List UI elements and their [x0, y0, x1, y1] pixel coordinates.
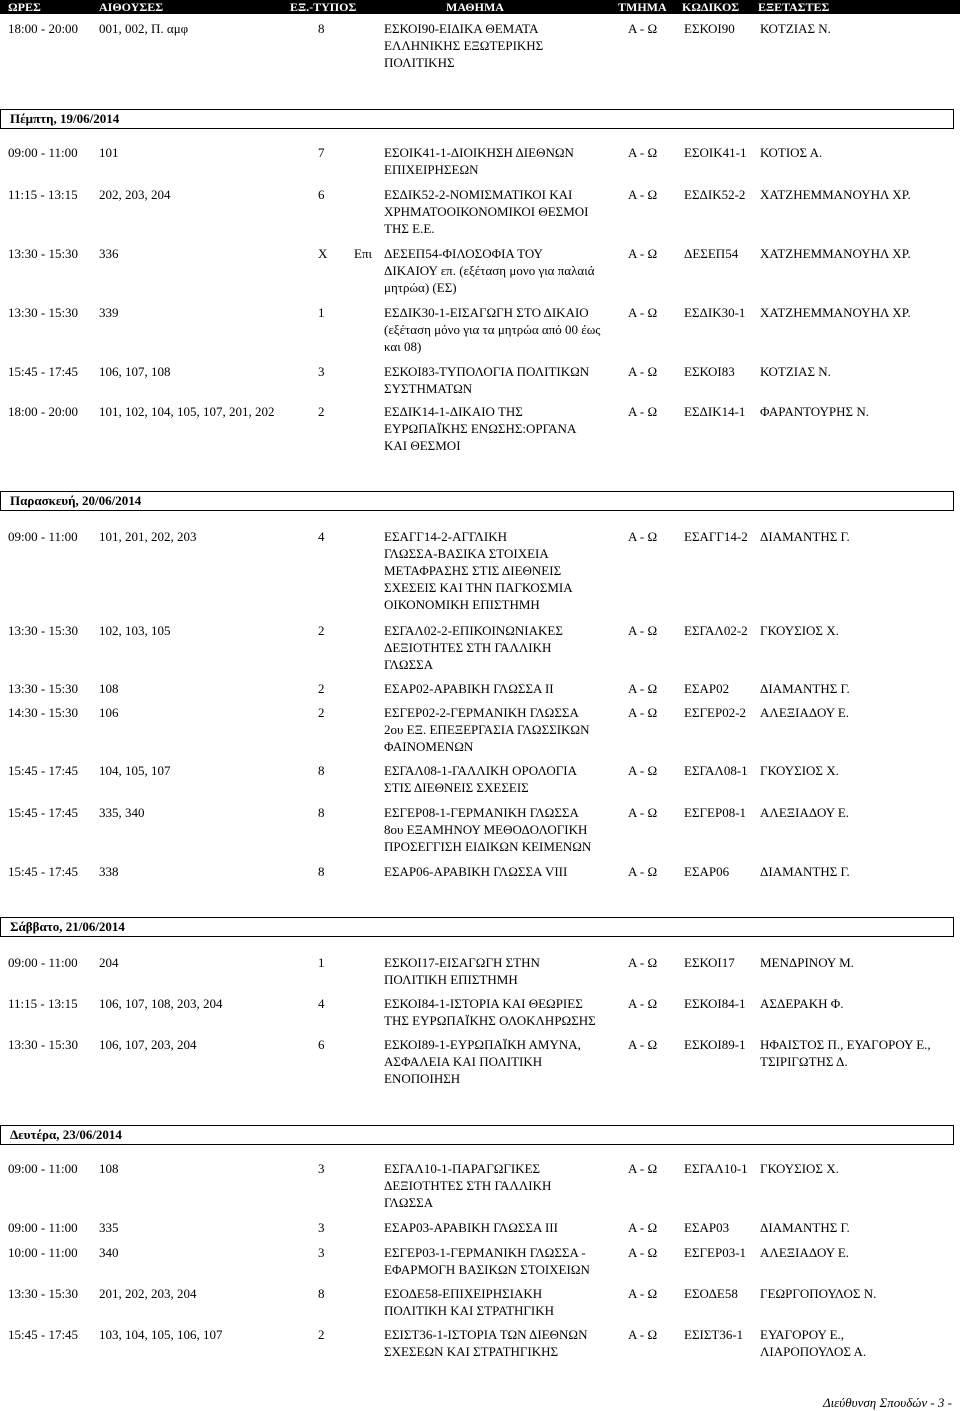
exam-rooms: 101, 102, 104, 105, 107, 201, 202 — [99, 404, 275, 419]
course-title-line: ΕΥΡΩΠΑΪΚΗΣ ΕΝΩΣΗΣ:ΟΡΓΑΝΑ — [384, 421, 577, 436]
exam-semester: 7 — [318, 145, 325, 160]
course-title — [384, 704, 624, 755]
header-time: ΩΡΕΣ — [8, 0, 41, 14]
course-title-line: ΕΣΓΕΡ03-1-ΓΕΡΜΑΝΙΚΗ ΓΛΩΣΣΑ - — [384, 1245, 586, 1260]
exam-semester: 2 — [318, 681, 325, 696]
exam-semester: 2 — [318, 705, 325, 720]
course-title-line: μητρώα) (ΕΣ) — [384, 280, 457, 295]
course-code: ΕΣΑΡ03 — [684, 1220, 730, 1235]
examiners — [760, 622, 955, 639]
course-code: ΕΣΓΑΛ08-1 — [684, 763, 748, 778]
course-title-line: ΕΣΟΙΚ41-1-ΔΙΟΙΚΗΣΗ ΔΙΕΘΝΩΝ — [384, 145, 574, 160]
exam-time: 15:45 - 17:45 — [8, 805, 79, 820]
course-title-line: και 08) — [384, 339, 422, 354]
examiner-line: ΓΚΟΥΣΙΟΣ Χ. — [760, 1161, 839, 1176]
section: Α - Ω — [628, 404, 658, 419]
course-title-line: ΕΣΓΕΡ02-2-ΓΕΡΜΑΝΙΚΗ ΓΛΩΣΣΑ — [384, 705, 579, 720]
course-title-line: ΕΣΚΟΙ17-ΕΙΣΑΓΩΓΗ ΣΤΗΝ — [384, 955, 540, 970]
examiner-line: ΑΛΕΞΙΑΔΟΥ Ε. — [760, 1245, 850, 1260]
course-title-line: ΧΡΗΜΑΤΟΟΙΚΟΝΟΜΙΚΟΙ ΘΕΣΜΟΙ — [384, 204, 589, 219]
course-title-line: ΣΤΙΣ ΔΙΕΘΝΕΙΣ ΣΧΕΣΕΙΣ — [384, 780, 529, 795]
exam-type: Επι — [354, 246, 373, 261]
exam-rooms: 101, 201, 202, 203 — [99, 529, 197, 544]
exam-rooms: 001, 002, Π. αμφ — [99, 21, 189, 36]
section: Α - Ω — [628, 1327, 658, 1342]
exam-time: 18:00 - 20:00 — [8, 21, 79, 36]
examiners — [760, 762, 955, 779]
course-title — [384, 1285, 624, 1319]
course-title-line: ΔΙΚΑΙΟΥ επ. (εξέταση μονο για παλαιά — [384, 263, 595, 278]
section: Α - Ω — [628, 1220, 658, 1235]
course-title-line: ΕΣΔΙΚ30-1-ΕΙΣΑΓΩΓΗ ΣΤΟ ΔΙΚΑΙΟ — [384, 305, 589, 320]
exam-time: 13:30 - 15:30 — [8, 1037, 79, 1052]
examiners — [760, 528, 955, 545]
exam-semester: 6 — [318, 1037, 325, 1052]
section: Α - Ω — [628, 187, 658, 202]
exam-rooms: 204 — [99, 955, 119, 970]
course-code: ΕΣΚΟΙ89-1 — [684, 1037, 746, 1052]
examiner-line: ΕΥΑΓΟΡΟΥ Ε., — [760, 1327, 845, 1342]
exam-rooms: 101 — [99, 145, 119, 160]
course-title-line: ΣΥΣΤΗΜΑΤΩΝ — [384, 381, 473, 396]
exam-rooms: 338 — [99, 864, 119, 879]
examiners — [760, 804, 955, 821]
course-code: ΕΣΑΡ02 — [684, 681, 730, 696]
course-code: ΕΣΑΡ06 — [684, 864, 730, 879]
exam-semester: 4 — [318, 996, 325, 1011]
examiners — [760, 245, 955, 262]
examiner-line: ΛΙΑΡΟΠΟΥΛΟΣ Α. — [760, 1344, 867, 1359]
examiner-line: ΓΕΩΡΓΟΠΟΥΛΟΣ Ν. — [760, 1286, 877, 1301]
exam-time: 15:45 - 17:45 — [8, 763, 79, 778]
exam-time: 13:30 - 15:30 — [8, 1286, 79, 1301]
course-title — [384, 622, 624, 673]
section: Α - Ω — [628, 705, 658, 720]
course-title — [384, 680, 624, 697]
exam-rooms: 106, 107, 203, 204 — [99, 1037, 197, 1052]
course-title — [384, 528, 624, 613]
examiners — [760, 1160, 955, 1177]
course-title-line: ΓΛΩΣΣΑ — [384, 657, 434, 672]
exam-time: 09:00 - 11:00 — [8, 1161, 78, 1176]
exam-semester: 8 — [318, 1286, 325, 1301]
course-title-line: ΕΣΓΑΛ10-1-ΠΑΡΑΓΩΓΙΚΕΣ — [384, 1161, 541, 1176]
examiner-line: ΤΣΙΡΙΓΩΤΗΣ Δ. — [760, 1054, 848, 1069]
exam-time: 13:30 - 15:30 — [8, 305, 79, 320]
course-code: ΕΣΚΟΙ84-1 — [684, 996, 746, 1011]
course-title — [384, 1219, 624, 1236]
examiners — [760, 995, 955, 1012]
course-title-line: ΠΟΛΙΤΙΚΗ ΕΠΙΣΤΗΜΗ — [384, 972, 518, 987]
course-title-line: ΕΣΑΡ02-ΑΡΑΒΙΚΗ ΓΛΩΣΣΑ ΙΙ — [384, 681, 554, 696]
exam-time: 13:30 - 15:30 — [8, 623, 79, 638]
examiners — [760, 680, 955, 697]
header-course: ΜΑΘΗΜΑ — [446, 0, 504, 14]
examiners — [760, 1244, 955, 1261]
course-title — [384, 1326, 624, 1360]
exam-semester: 1 — [318, 305, 325, 320]
course-title-line: ΕΣΑΡ06-ΑΡΑΒΙΚΗ ΓΛΩΣΣΑ VIII — [384, 864, 568, 879]
day-header — [0, 917, 954, 937]
examiners — [760, 1326, 955, 1360]
course-title-line: ΠΡΟΣΕΓΓΙΣΗ ΕΙΔΙΚΩΝ ΚΕΙΜΕΝΩΝ — [384, 839, 592, 854]
exam-semester: 3 — [318, 1245, 325, 1260]
course-title-line: (εξέταση μόνο για τα μητρώα από 00 έως — [384, 322, 601, 337]
course-title-line: ΦΑΙΝΟΜΕΝΩΝ — [384, 739, 474, 754]
examiner-line: ΑΛΕΞΙΑΔΟΥ Ε. — [760, 805, 850, 820]
course-title-line: ΣΧΕΣΕΩΝ ΚΑΙ ΣΤΡΑΤΗΓΙΚΗΣ — [384, 1344, 559, 1359]
course-title-line: ΠΟΛΙΤΙΚΗΣ — [384, 55, 455, 70]
course-title — [384, 144, 624, 178]
exam-rooms: 106, 107, 108 — [99, 364, 171, 379]
day-title: Σάββατο, 21/06/2014 — [10, 919, 125, 934]
examiners — [760, 20, 955, 37]
course-title-line: ΔΕΞΙΟΤΗΤΕΣ ΣΤΗ ΓΑΛΛΙΚΗ — [384, 640, 552, 655]
exam-semester: 3 — [318, 1220, 325, 1235]
course-title-line: ΜΕΤΑΦΡΑΣΗΣ ΣΤΙΣ ΔΙΕΘΝΕΙΣ — [384, 563, 562, 578]
section: Α - Ω — [628, 246, 658, 261]
examiners — [760, 363, 955, 380]
exam-time: 09:00 - 11:00 — [8, 529, 78, 544]
examiner-line: ΚΟΤΙΟΣ Α. — [760, 145, 823, 160]
exam-time: 09:00 - 11:00 — [8, 955, 78, 970]
day-header — [0, 491, 954, 511]
column-header-bar — [0, 0, 960, 14]
exam-semester: 3 — [318, 1161, 325, 1176]
section: Α - Ω — [628, 1286, 658, 1301]
section: Α - Ω — [628, 763, 658, 778]
course-title — [384, 245, 624, 296]
course-title-line: ΕΣΚΟΙ89-1-ΕΥΡΩΠΑΪΚΗ ΑΜΥΝΑ, — [384, 1037, 581, 1052]
exam-semester: 3 — [318, 364, 325, 379]
course-title — [384, 403, 624, 454]
exam-rooms: 335 — [99, 1220, 119, 1235]
exam-rooms: 336 — [99, 246, 119, 261]
course-title — [384, 20, 624, 71]
course-title — [384, 1244, 624, 1278]
exam-rooms: 108 — [99, 1161, 119, 1176]
course-title-line: ΕΣΚΟΙ90-ΕΙΔΙΚΑ ΘΕΜΑΤΑ — [384, 21, 539, 36]
course-code: ΕΣΙΣΤ36-1 — [684, 1327, 744, 1342]
course-title-line: ΕΝΟΠΟΙΗΣΗ — [384, 1071, 461, 1086]
exam-semester: 2 — [318, 1327, 325, 1342]
exam-rooms: 104, 105, 107 — [99, 763, 171, 778]
exam-time: 09:00 - 11:00 — [8, 1220, 78, 1235]
course-code: ΕΣΔΙΚ52-2 — [684, 187, 746, 202]
course-code: ΕΣΓΑΛ10-1 — [684, 1161, 748, 1176]
exam-semester: Χ — [318, 246, 328, 261]
exam-semester: 8 — [318, 21, 325, 36]
exam-rooms: 335, 340 — [99, 805, 145, 820]
course-title — [384, 1036, 624, 1087]
header-rooms: ΑΙΘΟΥΣΕΣ — [99, 0, 164, 14]
course-title — [384, 304, 624, 355]
course-title — [384, 804, 624, 855]
course-code: ΕΣΔΙΚ30-1 — [684, 305, 746, 320]
course-code: ΕΣΚΟΙ90 — [684, 21, 735, 36]
exam-rooms: 340 — [99, 1245, 119, 1260]
course-code: ΕΣΔΙΚ14-1 — [684, 404, 746, 419]
course-title-line: ΕΣΙΣΤ36-1-ΙΣΤΟΡΙΑ ΤΩΝ ΔΙΕΘΝΩΝ — [384, 1327, 588, 1342]
section: Α - Ω — [628, 996, 658, 1011]
day-title: Δευτέρα, 23/06/2014 — [10, 1127, 122, 1142]
examiners — [760, 186, 955, 203]
exam-rooms: 106 — [99, 705, 119, 720]
examiners — [760, 403, 955, 420]
course-title-line: ΕΣΚΟΙ83-ΤΥΠΟΛΟΓΙΑ ΠΟΛΙΤΙΚΩΝ — [384, 364, 590, 379]
examiner-line: ΔΙΑΜΑΝΤΗΣ Γ. — [760, 864, 850, 879]
section: Α - Ω — [628, 305, 658, 320]
examiner-line: ΜΕΝΔΡΙΝΟΥ Μ. — [760, 955, 854, 970]
day-header — [0, 1125, 954, 1145]
course-code: ΕΣΚΟΙ83 — [684, 364, 735, 379]
exam-rooms: 106, 107, 108, 203, 204 — [99, 996, 223, 1011]
course-title-line: ΠΟΛΙΤΙΚΗ ΚΑΙ ΣΤΡΑΤΗΓΙΚΗ — [384, 1303, 555, 1318]
course-title — [384, 363, 624, 397]
course-title — [384, 1160, 624, 1211]
course-code: ΕΣΓΕΡ02-2 — [684, 705, 747, 720]
exam-rooms: 339 — [99, 305, 119, 320]
examiner-line: ΑΣΔΕΡΑΚΗ Φ. — [760, 996, 844, 1011]
exam-time: 09:00 - 11:00 — [8, 145, 78, 160]
examiner-line: ΓΚΟΥΣΙΟΣ Χ. — [760, 763, 839, 778]
exam-semester: 2 — [318, 404, 325, 419]
examiner-line: ΑΛΕΞΙΑΔΟΥ Ε. — [760, 705, 850, 720]
course-title-line: ΕΦΑΡΜΟΓΗ ΒΑΣΙΚΩΝ ΣΤΟΙΧΕΙΩΝ — [384, 1262, 590, 1277]
section: Α - Ω — [628, 145, 658, 160]
course-code: ΕΣΓΕΡ03-1 — [684, 1245, 747, 1260]
day-title: Παρασκευή, 20/06/2014 — [10, 493, 142, 508]
exam-rooms: 202, 203, 204 — [99, 187, 171, 202]
exam-time: 14:30 - 15:30 — [8, 705, 79, 720]
section: Α - Ω — [628, 805, 658, 820]
course-title — [384, 186, 624, 237]
section: Α - Ω — [628, 1037, 658, 1052]
course-code: ΕΣΟΙΚ41-1 — [684, 145, 747, 160]
exam-time: 10:00 - 11:00 — [8, 1245, 78, 1260]
exam-time: 18:00 - 20:00 — [8, 404, 79, 419]
examiners — [760, 1219, 955, 1236]
section: Α - Ω — [628, 681, 658, 696]
section: Α - Ω — [628, 21, 658, 36]
course-title-line: ΕΣΓΕΡ08-1-ΓΕΡΜΑΝΙΚΗ ΓΛΩΣΣΑ — [384, 805, 579, 820]
page-footer: Διεύθυνση Σπουδών - 3 - — [822, 1395, 952, 1410]
exam-semester: 8 — [318, 805, 325, 820]
course-title-line: ΕΣΔΙΚ14-1-ΔΙΚΑΙΟ ΤΗΣ — [384, 404, 523, 419]
examiners — [760, 863, 955, 880]
header-section: ΤΜΗΜΑ — [618, 0, 667, 14]
course-title-line: ΕΣΟΔΕ58-ΕΠΙΧΕΙΡΗΣΙΑΚΗ — [384, 1286, 543, 1301]
course-title-line: ΤΗΣ Ε.Ε. — [384, 221, 435, 236]
section: Α - Ω — [628, 623, 658, 638]
examiners — [760, 954, 955, 971]
exam-semester: 4 — [318, 529, 325, 544]
course-title-line: ΕΣΑΓΓ14-2-ΑΓΓΛΙΚΗ — [384, 529, 508, 544]
exam-semester: 6 — [318, 187, 325, 202]
course-title — [384, 995, 624, 1029]
day-title: Πέμπτη, 19/06/2014 — [10, 111, 120, 126]
examiner-line: ΔΙΑΜΑΝΤΗΣ Γ. — [760, 1220, 850, 1235]
exam-rooms: 201, 202, 203, 204 — [99, 1286, 197, 1301]
exam-time: 13:30 - 15:30 — [8, 681, 79, 696]
examiner-line: ΔΙΑΜΑΝΤΗΣ Γ. — [760, 529, 850, 544]
course-title-line: ΓΛΩΣΣΑ-ΒΑΣΙΚΑ ΣΤΟΙΧΕΙΑ — [384, 546, 549, 561]
course-code: ΕΣΚΟΙ17 — [684, 955, 735, 970]
exam-time: 11:15 - 13:15 — [8, 996, 78, 1011]
course-title-line: ΓΛΩΣΣΑ — [384, 1195, 434, 1210]
examiner-line: ΓΚΟΥΣΙΟΣ Χ. — [760, 623, 839, 638]
course-title-line: ΕΣΔΙΚ52-2-ΝΟΜΙΣΜΑΤΙΚΟΙ ΚΑΙ — [384, 187, 573, 202]
exam-semester: 8 — [318, 763, 325, 778]
section: Α - Ω — [628, 864, 658, 879]
course-title-line: ΤΗΣ ΕΥΡΩΠΑΪΚΗΣ ΟΛΟΚΛΗΡΩΣΗΣ — [384, 1013, 596, 1028]
examiners — [760, 1036, 955, 1070]
examiners — [760, 304, 955, 321]
course-title-line: 8ου ΕΞΑΜΗΝΟΥ ΜΕΘΟΔΟΛΟΓΙΚΗ — [384, 822, 588, 837]
course-title-line: ΕΣΑΡ03-ΑΡΑΒΙΚΗ ΓΛΩΣΣΑ ΙΙΙ — [384, 1220, 558, 1235]
course-title-line: ΔΕΣΕΠ54-ΦΙΛΟΣΟΦΙΑ ΤΟΥ — [384, 246, 543, 261]
examiner-line: ΧΑΤΖΗΕΜΜΑΝΟΥΗΛ ΧΡ. — [760, 187, 911, 202]
exam-semester: 2 — [318, 623, 325, 638]
exam-time: 11:15 - 13:15 — [8, 187, 78, 202]
course-code: ΕΣΓΕΡ08-1 — [684, 805, 747, 820]
exam-semester: 1 — [318, 955, 325, 970]
course-title — [384, 863, 624, 880]
examiner-line: ΦΑΡΑΝΤΟΥΡΗΣ Ν. — [760, 404, 870, 419]
header-semester-type: ΕΞ.-ΤΥΠΟΣ — [290, 0, 357, 14]
day-header — [0, 109, 954, 129]
examiner-line: ΔΙΑΜΑΝΤΗΣ Γ. — [760, 681, 850, 696]
section: Α - Ω — [628, 955, 658, 970]
exam-rooms: 108 — [99, 681, 119, 696]
section: Α - Ω — [628, 529, 658, 544]
exam-rooms: 102, 103, 105 — [99, 623, 171, 638]
course-title-line: ΑΣΦΑΛΕΙΑ ΚΑΙ ΠΟΛΙΤΙΚΗ — [384, 1054, 543, 1069]
course-title-line: ΕΠΙΧΕΙΡΗΣΕΩΝ — [384, 162, 479, 177]
course-title-line: ΔΕΞΙΟΤΗΤΕΣ ΣΤΗ ΓΑΛΛΙΚΗ — [384, 1178, 552, 1193]
course-title-line: ΕΣΓΑΛ08-1-ΓΑΛΛΙΚΗ ΟΡΟΛΟΓΙΑ — [384, 763, 577, 778]
course-code: ΔΕΣΕΠ54 — [684, 246, 739, 261]
course-code: ΕΣΑΓΓ14-2 — [684, 529, 748, 544]
exam-time: 15:45 - 17:45 — [8, 364, 79, 379]
examiner-line: ΚΟΤΖΙΑΣ Ν. — [760, 364, 831, 379]
examiner-line: ΚΟΤΖΙΑΣ Ν. — [760, 21, 831, 36]
examiner-line: ΧΑΤΖΗΕΜΜΑΝΟΥΗΛ ΧΡ. — [760, 246, 911, 261]
course-title-line: 2ου ΕΞ. ΕΠΕΞΕΡΓΑΣΙΑ ΓΛΩΣΣΙΚΩΝ — [384, 722, 590, 737]
examiners — [760, 704, 955, 721]
course-title — [384, 762, 624, 796]
examiner-line: ΧΑΤΖΗΕΜΜΑΝΟΥΗΛ ΧΡ. — [760, 305, 911, 320]
exam-time: 13:30 - 15:30 — [8, 246, 79, 261]
section: Α - Ω — [628, 1161, 658, 1176]
course-title-line: ΕΣΚΟΙ84-1-ΙΣΤΟΡΙΑ ΚΑΙ ΘΕΩΡΙΕΣ — [384, 996, 583, 1011]
course-title-line: ΕΛΛΗΝΙΚΗΣ ΕΞΩΤΕΡΙΚΗΣ — [384, 38, 544, 53]
course-title-line: ΣΧΕΣΕΙΣ ΚΑΙ ΤΗΝ ΠΑΓΚΟΣΜΙΑ — [384, 580, 573, 595]
examiners — [760, 1285, 955, 1302]
course-title-line: ΚΑΙ ΘΕΣΜΟΙ — [384, 438, 461, 453]
header-code: ΚΩΔΙΚΟΣ — [682, 0, 740, 14]
course-code: ΕΣΓΑΛ02-2 — [684, 623, 748, 638]
exam-rooms: 103, 104, 105, 106, 107 — [99, 1327, 223, 1342]
course-title-line: ΕΣΓΑΛ02-2-ΕΠΙΚΟΙΝΩΝΙΑΚΕΣ — [384, 623, 563, 638]
course-title-line: ΟΙΚΟΝΟΜΙΚΗ ΕΠΙΣΤΗΜΗ — [384, 597, 540, 612]
course-title — [384, 954, 624, 988]
examiner-line: ΗΦΑΙΣΤΟΣ Π., ΕΥΑΓΟΡΟΥ Ε., — [760, 1037, 931, 1052]
exam-time: 15:45 - 17:45 — [8, 864, 79, 879]
section: Α - Ω — [628, 1245, 658, 1260]
header-examiners: ΕΞΕΤΑΣΤΕΣ — [758, 0, 830, 14]
examiners — [760, 144, 955, 161]
exam-semester: 8 — [318, 864, 325, 879]
section: Α - Ω — [628, 364, 658, 379]
exam-time: 15:45 - 17:45 — [8, 1327, 79, 1342]
course-code: ΕΣΟΔΕ58 — [684, 1286, 738, 1301]
